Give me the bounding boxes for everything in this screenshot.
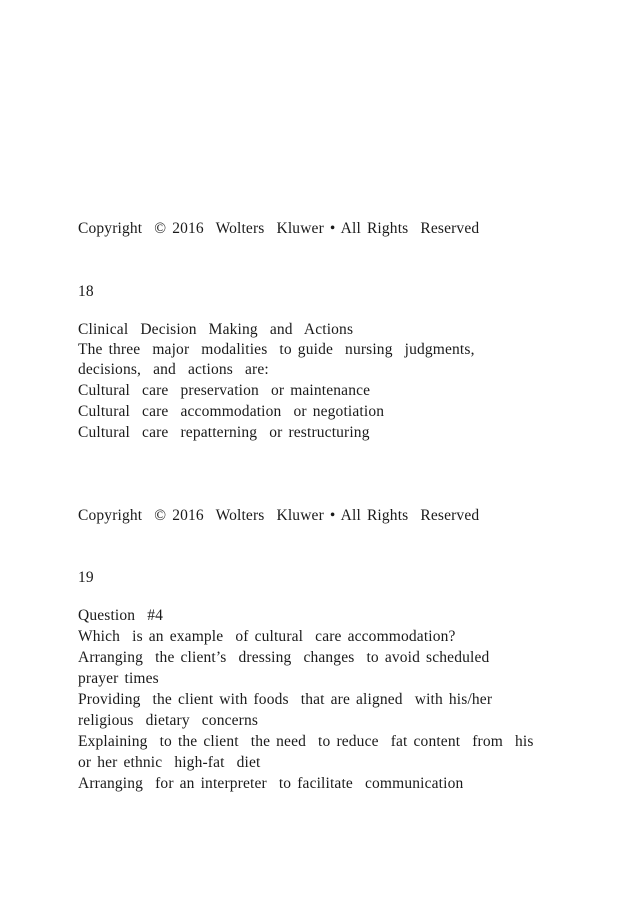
answer-option: Providing the client with foods that are aligned with his/her [78, 691, 493, 708]
answer-option-continued: religious dietary concerns [78, 712, 259, 729]
answer-option: Arranging for an interpreter to facilitate communication [78, 775, 464, 792]
body-line: decisions, and actions are: [78, 361, 269, 378]
question-text: Which is an example of cultural care accommodation? [78, 628, 456, 645]
body-line: Cultural care preservation or maintenance [78, 382, 371, 399]
answer-option: Explaining to the client the need to reduce fat content from his [78, 733, 534, 750]
body-line: Cultural care accommodation or negotiation [78, 403, 385, 420]
slide-number: 18 [78, 283, 94, 300]
answer-option-continued: prayer times [78, 670, 159, 687]
copyright-notice: Copyright © 2016 Wolters Kluwer • All Rights Reserved [78, 220, 480, 237]
slide-title: Clinical Decision Making and Actions [78, 321, 354, 338]
slide-number: 19 [78, 569, 94, 586]
copyright-notice: Copyright © 2016 Wolters Kluwer • All Rights Reserved [78, 507, 480, 524]
body-line: Cultural care repatterning or restructuring [78, 424, 370, 441]
body-line: The three major modalities to guide nursing judgments, [78, 341, 475, 358]
answer-option-continued: or her ethnic high-fat diet [78, 754, 261, 771]
answer-option: Arranging the client’s dressing changes to avoid scheduled [78, 649, 490, 666]
slide-title: Question #4 [78, 607, 164, 624]
